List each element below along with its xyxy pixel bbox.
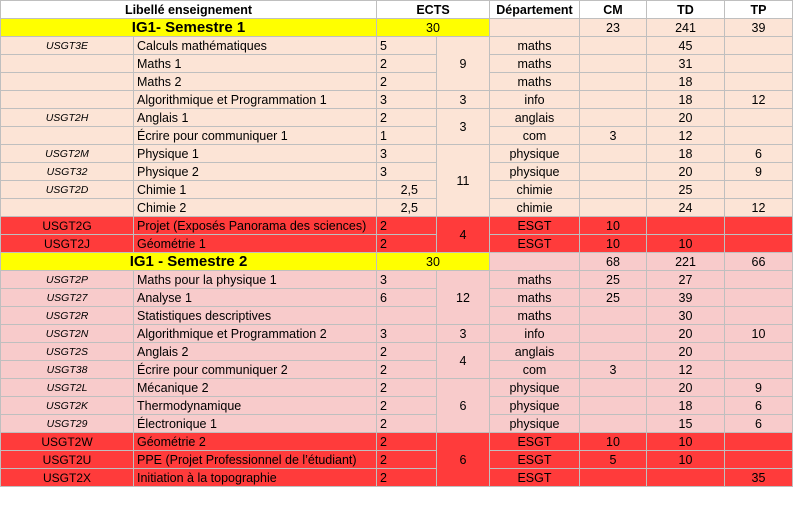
header-tp: TP (725, 1, 793, 19)
course-cm: 25 (580, 271, 647, 289)
course-tp: 6 (725, 145, 793, 163)
course-tp (725, 289, 793, 307)
course-cm: 10 (580, 217, 647, 235)
course-tp: 12 (725, 199, 793, 217)
course-cm (580, 307, 647, 325)
course-dept: ESGT (490, 469, 580, 487)
ects-group: 12 (437, 271, 490, 325)
course-ects: 2 (377, 469, 437, 487)
table-row (1, 55, 793, 73)
course-name: Électronique 1 (134, 415, 377, 433)
course-ects: 2 (377, 217, 437, 235)
course-td: 25 (647, 181, 725, 199)
table-row (1, 235, 793, 253)
course-cm (580, 181, 647, 199)
course-tp (725, 271, 793, 289)
semester-1-title: IG1- Semestre 1 (1, 19, 377, 37)
course-ects: 3 (377, 145, 437, 163)
course-ects: 2 (377, 343, 437, 361)
semester-2-ects: 30 (377, 253, 490, 271)
course-ects: 2 (377, 55, 437, 73)
table-row (1, 91, 793, 109)
course-code: USGT38 (1, 361, 134, 379)
table-row (1, 163, 793, 181)
course-td: 27 (647, 271, 725, 289)
course-code: USGT2H (1, 109, 134, 127)
semester-2-td: 221 (647, 253, 725, 271)
table-row (1, 343, 793, 361)
header-row (1, 1, 793, 19)
table-row (1, 109, 793, 127)
course-td: 15 (647, 415, 725, 433)
course-name: Algorithmique et Programmation 1 (134, 91, 377, 109)
course-tp (725, 127, 793, 145)
course-dept: maths (490, 289, 580, 307)
ects-group: 6 (437, 433, 490, 487)
course-td: 20 (647, 163, 725, 181)
course-code: USGT2G (1, 217, 134, 235)
course-name: Analyse 1 (134, 289, 377, 307)
course-cm: 10 (580, 235, 647, 253)
table-row (1, 181, 793, 199)
course-td: 18 (647, 73, 725, 91)
course-td: 20 (647, 109, 725, 127)
course-ects: 2 (377, 109, 437, 127)
course-dept: physique (490, 163, 580, 181)
course-tp (725, 361, 793, 379)
course-code: USGT2K (1, 397, 134, 415)
course-dept: chimie (490, 199, 580, 217)
course-td: 31 (647, 55, 725, 73)
course-cm: 3 (580, 127, 647, 145)
course-code (1, 73, 134, 91)
course-dept: physique (490, 145, 580, 163)
ects-group: 4 (437, 343, 490, 379)
course-td: 18 (647, 397, 725, 415)
course-name: Projet (Exposés Panorama des sciences) (134, 217, 377, 235)
course-td: 24 (647, 199, 725, 217)
course-cm (580, 415, 647, 433)
ects-group: 9 (437, 37, 490, 91)
course-cm (580, 343, 647, 361)
course-dept: maths (490, 73, 580, 91)
course-cm: 5 (580, 451, 647, 469)
course-tp: 12 (725, 91, 793, 109)
semester-2-row (1, 253, 793, 271)
table-row (1, 289, 793, 307)
course-code: USGT2U (1, 451, 134, 469)
course-cm (580, 37, 647, 55)
course-code: USGT2D (1, 181, 134, 199)
course-tp (725, 73, 793, 91)
course-td: 10 (647, 235, 725, 253)
course-name: Anglais 1 (134, 109, 377, 127)
course-td: 20 (647, 379, 725, 397)
course-name: Maths 1 (134, 55, 377, 73)
header-cm: CM (580, 1, 647, 19)
table-row (1, 127, 793, 145)
table-row (1, 199, 793, 217)
course-cm: 10 (580, 433, 647, 451)
course-code: USGT32 (1, 163, 134, 181)
course-code (1, 55, 134, 73)
course-cm (580, 199, 647, 217)
course-code: USGT2S (1, 343, 134, 361)
course-ects: 2,5 (377, 181, 437, 199)
course-name: Chimie 2 (134, 199, 377, 217)
course-dept: anglais (490, 109, 580, 127)
course-name: Maths 2 (134, 73, 377, 91)
course-td: 18 (647, 145, 725, 163)
course-dept: ESGT (490, 433, 580, 451)
course-td: 39 (647, 289, 725, 307)
table-row (1, 145, 793, 163)
course-dept: maths (490, 55, 580, 73)
course-cm (580, 109, 647, 127)
course-tp (725, 433, 793, 451)
course-cm: 25 (580, 289, 647, 307)
course-code: USGT3E (1, 37, 134, 55)
ects-group: 4 (437, 217, 490, 253)
ects-group: 3 (437, 325, 490, 343)
semester-1-ects: 30 (377, 19, 490, 37)
course-tp: 6 (725, 397, 793, 415)
course-tp (725, 109, 793, 127)
semester-2-tp: 66 (725, 253, 793, 271)
course-td: 10 (647, 433, 725, 451)
course-tp: 10 (725, 325, 793, 343)
course-dept: chimie (490, 181, 580, 199)
course-code (1, 199, 134, 217)
course-ects: 2 (377, 361, 437, 379)
course-td: 12 (647, 361, 725, 379)
course-name: Chimie 1 (134, 181, 377, 199)
course-name: Statistiques descriptives (134, 307, 377, 325)
table-row (1, 73, 793, 91)
course-tp (725, 217, 793, 235)
ects-group: 3 (437, 91, 490, 109)
course-ects: 2 (377, 397, 437, 415)
course-dept: physique (490, 379, 580, 397)
course-ects: 1 (377, 127, 437, 145)
course-cm (580, 55, 647, 73)
course-cm (580, 379, 647, 397)
course-code: USGT2M (1, 145, 134, 163)
course-name: Thermodynamique (134, 397, 377, 415)
table-row (1, 397, 793, 415)
course-name: Algorithmique et Programmation 2 (134, 325, 377, 343)
course-code: USGT29 (1, 415, 134, 433)
course-dept: maths (490, 271, 580, 289)
course-tp (725, 343, 793, 361)
ects-group: 6 (437, 379, 490, 433)
course-td (647, 469, 725, 487)
course-cm (580, 469, 647, 487)
table-row (1, 307, 793, 325)
course-dept: ESGT (490, 235, 580, 253)
course-dept: com (490, 361, 580, 379)
course-tp: 35 (725, 469, 793, 487)
course-tp (725, 307, 793, 325)
course-dept: com (490, 127, 580, 145)
semester-1-td: 241 (647, 19, 725, 37)
course-dept: maths (490, 37, 580, 55)
table-row (1, 271, 793, 289)
course-cm (580, 163, 647, 181)
course-ects: 3 (377, 325, 437, 343)
header-td: TD (647, 1, 725, 19)
course-name: Maths pour la physique 1 (134, 271, 377, 289)
course-name: Écrire pour communiquer 1 (134, 127, 377, 145)
table-row (1, 361, 793, 379)
course-td (647, 217, 725, 235)
semester-1-cm: 23 (580, 19, 647, 37)
course-td: 20 (647, 343, 725, 361)
course-td: 20 (647, 325, 725, 343)
course-code: USGT2R (1, 307, 134, 325)
course-ects: 3 (377, 271, 437, 289)
table-row (1, 433, 793, 451)
course-ects: 2,5 (377, 199, 437, 217)
course-dept: physique (490, 415, 580, 433)
course-tp: 9 (725, 163, 793, 181)
course-ects: 2 (377, 379, 437, 397)
course-name: Géométrie 1 (134, 235, 377, 253)
table-row (1, 469, 793, 487)
course-td: 12 (647, 127, 725, 145)
course-cm (580, 145, 647, 163)
course-dept: info (490, 91, 580, 109)
course-dept: ESGT (490, 217, 580, 235)
course-cm (580, 91, 647, 109)
course-tp (725, 235, 793, 253)
table-row (1, 379, 793, 397)
course-dept: maths (490, 307, 580, 325)
semester-2-title: IG1 - Semestre 2 (1, 253, 377, 271)
course-tp (725, 451, 793, 469)
table-row (1, 217, 793, 235)
course-cm (580, 397, 647, 415)
course-name: Géométrie 2 (134, 433, 377, 451)
course-dept: ESGT (490, 451, 580, 469)
course-td: 10 (647, 451, 725, 469)
table-row (1, 37, 793, 55)
course-tp (725, 37, 793, 55)
course-name: Écrire pour communiquer 2 (134, 361, 377, 379)
course-ects: 2 (377, 433, 437, 451)
ects-group: 3 (437, 109, 490, 145)
course-code (1, 91, 134, 109)
course-code: USGT27 (1, 289, 134, 307)
course-dept: info (490, 325, 580, 343)
table-row (1, 415, 793, 433)
course-tp: 9 (725, 379, 793, 397)
course-td: 30 (647, 307, 725, 325)
course-ects: 5 (377, 37, 437, 55)
course-ects (377, 307, 437, 325)
course-name: Calculs mathématiques (134, 37, 377, 55)
course-dept: anglais (490, 343, 580, 361)
course-cm (580, 73, 647, 91)
course-dept: physique (490, 397, 580, 415)
course-code: USGT2L (1, 379, 134, 397)
course-ects: 2 (377, 415, 437, 433)
course-ects: 6 (377, 289, 437, 307)
header-ects: ECTS (377, 1, 490, 19)
course-cm (580, 325, 647, 343)
course-code: USGT2J (1, 235, 134, 253)
course-tp (725, 55, 793, 73)
course-tp: 6 (725, 415, 793, 433)
course-code: USGT2N (1, 325, 134, 343)
course-name: Mécanique 2 (134, 379, 377, 397)
course-name: Physique 1 (134, 145, 377, 163)
semester-1-tp: 39 (725, 19, 793, 37)
semester-1-row (1, 19, 793, 37)
course-td: 45 (647, 37, 725, 55)
course-td: 18 (647, 91, 725, 109)
course-code: USGT2W (1, 433, 134, 451)
table-row (1, 325, 793, 343)
course-ects: 2 (377, 235, 437, 253)
course-cm: 3 (580, 361, 647, 379)
course-code: USGT2P (1, 271, 134, 289)
course-ects: 3 (377, 163, 437, 181)
course-ects: 2 (377, 451, 437, 469)
course-tp (725, 181, 793, 199)
course-name: Anglais 2 (134, 343, 377, 361)
ects-group: 11 (437, 145, 490, 217)
course-name: PPE (Projet Professionnel de l’étudiant) (134, 451, 377, 469)
course-ects: 2 (377, 73, 437, 91)
semester-2-cm: 68 (580, 253, 647, 271)
table-row (1, 451, 793, 469)
course-code: USGT2X (1, 469, 134, 487)
course-name: Physique 2 (134, 163, 377, 181)
semester-2-dept (490, 253, 580, 271)
header-libelle: Libellé enseignement (1, 1, 377, 19)
course-code (1, 127, 134, 145)
course-ects: 3 (377, 91, 437, 109)
semester-1-dept (490, 19, 580, 37)
header-departement: Département (490, 1, 580, 19)
course-name: Initiation à la topographie (134, 469, 377, 487)
